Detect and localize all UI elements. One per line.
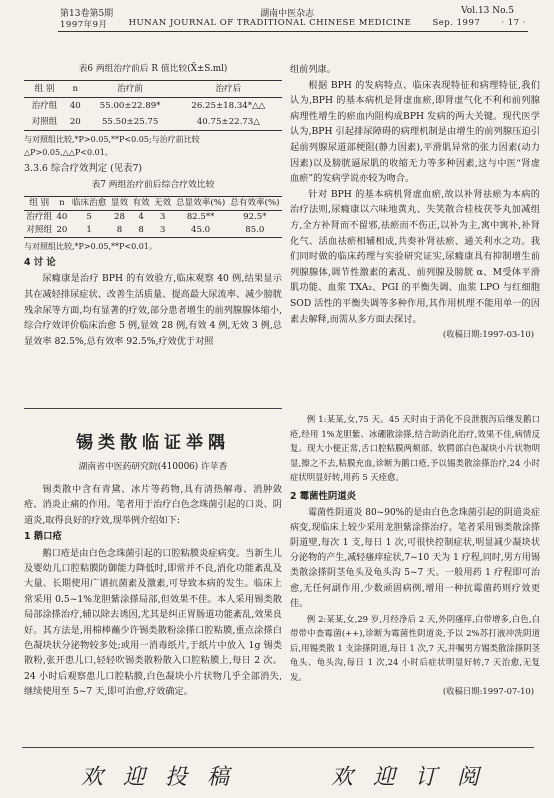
discussion-paragraph: 针对 BPH 的基本病机肾虚血瘀,故以补肾祛瘀为本病的治疗法则,尿癃康以六味地黄丸、失笑散合桂枝茯苓丸加减组方,全方补肾而不留邪,祛瘀而不伤正,以补为主,寓中寓补,补肾化气、活血祛瘀相辅相成,共奏补肾祛瘀、通关利水之功。我们同时做的临床药理与实验研究证实,尿癃康具有抑制增生前列腺腺体,调节性激素的紊乱、前列腺及膀胱 α、M受体平滑肌功能、血浆 TXA₂、PGI 的平衡失调、血浆 LPO 与红细胞 SOD 活性的平衡失调等多种作用,其作用机理不能用单一的因素去解释,而需从多方面去探讨。 (290, 188, 540, 325)
section-2-body: 霉菌性阴道炎 80~90%的是由白色念珠菌引起的阴道炎症病变,现临床上较少采用龙胆紫涂搽治疗。笔者采用锡类散涂搽阴道壁,每次 1 支,每日 1 次,可很快控制症状,明显减少凝块状分泌物的产生,减轻瘙痒症状,7~10 天为 1 疗程,同时,男方用锡类散涂搽阴茎龟头及龟头沟 5~7 天。一般用药 1 疗程即可治愈,无任何副作用,少数顽固病例,增用一种抗霉菌药则疗效更佳。 (290, 507, 540, 609)
section-1-title: 1 鹅口疮 (24, 531, 62, 543)
issue-label: 第13卷第5期 (60, 9, 114, 19)
footer-rule (22, 747, 534, 748)
article-block (24, 418, 282, 700)
t6-cell: 对照组 (31, 116, 58, 127)
t7-cell: 5 (86, 211, 92, 222)
t7-cell: 8 (116, 224, 123, 235)
t7-header: n (59, 197, 65, 208)
t7-header: 有效 (132, 197, 150, 208)
t7-cell: 20 (56, 224, 68, 235)
page-number: · 17 · (501, 18, 526, 28)
t7-header: 显效 (110, 197, 129, 208)
t7-cell: 92.5* (243, 211, 267, 222)
t7-cell: 40 (56, 211, 68, 222)
left-column (24, 62, 282, 349)
t6-cell: 20 (69, 116, 81, 127)
section-336-title: 3.3.6 综合疗效判定 (见表7) (24, 162, 143, 174)
table-row (24, 97, 282, 114)
t6-header: 组 别 (34, 83, 55, 94)
t7-cell: 3 (159, 224, 166, 235)
t6-header: n (72, 83, 79, 94)
t7-cell: 对照组 (26, 224, 53, 235)
header-rule (58, 31, 528, 32)
t7-cell: 85.0 (245, 224, 265, 235)
section-2-title: 2 霉菌性阴道炎 (290, 490, 357, 502)
continued-text: 组前列康。 (290, 64, 336, 75)
t7-header: 总有效率(%) (230, 197, 280, 208)
volume-label: Vol.13 No.5 (461, 6, 514, 16)
t7-cell: 3 (159, 211, 166, 222)
t6-cell: 55.00±22.89* (99, 100, 161, 111)
t6-header: 治疗后 (215, 83, 242, 94)
received-date: (收稿日期:1997-07-10) (442, 686, 534, 697)
t7-cell: 45.0 (190, 224, 211, 235)
table7-caption: 表7 两组治疗前后综合疗效比较 (91, 180, 215, 191)
journal-name-en: HUNAN JOURNAL OF TRADITIONAL CHINESE MEDICINE (128, 18, 412, 28)
article-title: 锡类散临证举隅 (76, 433, 230, 453)
discussion-paragraph: 根据 BPH 的发病特点、临床表现特征和病理特征,我们认为,BPH 的基本病机是肾虚血瘀,即肾虚气化不利和前列腺病理性增生的瘀血内阻构成BPH 发病的两大关键。现代医学认为,BPH 引起排尿障碍的病理机制是由增生的前列腺压迫引起前列腺尿道部梗阻(静力因素),平滑肌异常的张力因素(动力因素)以及膀胱逼尿肌的收缩无力等多种因素,这与中医“肾虚血瘀”的发病学说亦较为吻合。 (290, 79, 540, 185)
t7-cell: 82.5** (186, 211, 215, 222)
right-column-upper (290, 62, 540, 343)
case-2: 例 2:某某,女,29 岁,月经净后 2 天,外阴瘙痒,白带增多,白色,白带带中查霉菌(++),诊断为霉菌性阴道炎,予以 2%苏打液冲洗阴道后,用锡类散 1 支涂搽阴道,每日 1 次,7 天,并嘱男方锡类散涂搽阴茎龟头、龟头沟,每日 1 次,24 小时后症状明显好转,7 天治愈,无复发。 (290, 613, 540, 682)
t6-cell: 26.25±18.34*△△ (191, 100, 266, 111)
t7-header: 无效 (154, 197, 172, 208)
received-date: (收稿日期:1997-03-10) (442, 329, 534, 340)
t7-header: 临床治愈 (71, 197, 107, 208)
t6-cell: 40.75±22.73△ (196, 116, 260, 127)
issue-date: 1997年9月 (60, 20, 108, 30)
t6-header: 治疗前 (117, 83, 144, 94)
discussion-paragraph: 尿癃康是治疗 BPH 的有效验方,临床观察 40 例,结果显示其在减轻排尿症状、改善生活质量、提高最大尿流率、减少膀胱残余尿等方面,均有显著的疗效,部分患者增生的前列腺腺体缩小,综合疗效评价临床治愈 5 例,显效 28 例,有效 4 例,无效 3 例,总显效率 82.5%,总有效率 92.5%,疗效优于对照 (24, 273, 282, 347)
table6-caption: 表6 两组治疗前后 R 值比较(X̄±S.ml) (78, 64, 228, 74)
table-row (24, 114, 282, 131)
table6 (24, 80, 282, 131)
t6-cell: 治疗组 (31, 100, 58, 111)
article-intro: 锡类散中含有青黛、冰片等药物,具有清热解毒、消肿敛疮、消炎止痛的作用。笔者用于治疗白色念珠菌引起的口炎、阴道炎,取得良好的疗效,现举例介绍如下: (24, 484, 282, 526)
t7-cell: 1 (86, 224, 92, 235)
journal-name: 湖南中医杂志 (260, 9, 315, 19)
table7 (24, 196, 282, 238)
table-row (24, 224, 282, 238)
table6-note: 与对照组比较,*P>0.05,**P<0.05;与治疗前比较△P>0.05,△△P<0.01。 (24, 134, 200, 157)
t7-header: 总显效率(%) (175, 197, 226, 208)
t6-cell: 55.50±25.75 (101, 116, 159, 127)
case-1: 例 1:某某,女,75 天。45 天时由于消化不良泄腹泻后继发鹅口疮,经用 1%龙胆紫、冰硼散涂搽,结合助消化治疗,效果不佳,病情反复。现大小便正常,舌口腔粘膜两颊部、软腭部白色凝块小片状物明显,擦之不去,粘膜充血,诊断为鹅口疮,予以锡类散涂搽治疗,24 小时症状明显好转,用药 5 天痊愈。 (290, 414, 540, 482)
table7-note: 与对照组比较,*P>0.05,**P<0.01。 (24, 241, 157, 251)
t7-header: 组 别 (29, 197, 50, 208)
t7-cell: 28 (113, 211, 125, 222)
right-column-lower (290, 412, 540, 698)
banner-submissions: 欢迎投稿 (80, 765, 249, 790)
section-1-body: 鹅口疮是由白色念珠菌引起的口腔粘膜炎症病变。当新生儿及婴幼儿口腔粘膜防御能力降低时,即常并不良,消化功能紊乱及大量、长期使用广谱抗菌素及激素,可导致本病的发生。临床上常采用 0.5~1%龙胆紫涂搽局部,但效果不佳。本人采用锡类散局部涂搽治疗,辅以除去诱因,尤其是纠正胃肠道功能紊乱,效果良好。其方法是,用棉棒蘸少许锡类散粉涂搽口腔粘膜,重点涂搽白色凝块状分泌物较多处;或用一消毒纸片,于纸片中放入 1g 锡类散粉,张开患儿口,轻轻吹锡类散粉散入口腔粘膜上,每日 2 次。24 小时后观察患儿口腔粘膜,白色凝块小片状物几乎全部消失,继续使用至 5~7 天,即可治愈,疗效确定。 (24, 547, 282, 698)
t7-cell: 4 (138, 211, 144, 222)
journal-header (0, 0, 554, 40)
t7-cell: 治疗组 (26, 211, 53, 222)
table-row (24, 210, 282, 224)
t6-cell: 40 (69, 100, 81, 111)
footer-banner (40, 760, 540, 791)
article-divider (24, 408, 282, 409)
t7-cell: 8 (138, 224, 144, 235)
issue-date-en: Sep. 1997 (432, 18, 481, 28)
article-author: 湖南省中医药研究院(410006) 许苹香 (78, 462, 228, 472)
banner-subscriptions: 欢迎订阅 (330, 765, 499, 790)
section-4-title: 4 讨 论 (24, 256, 56, 268)
